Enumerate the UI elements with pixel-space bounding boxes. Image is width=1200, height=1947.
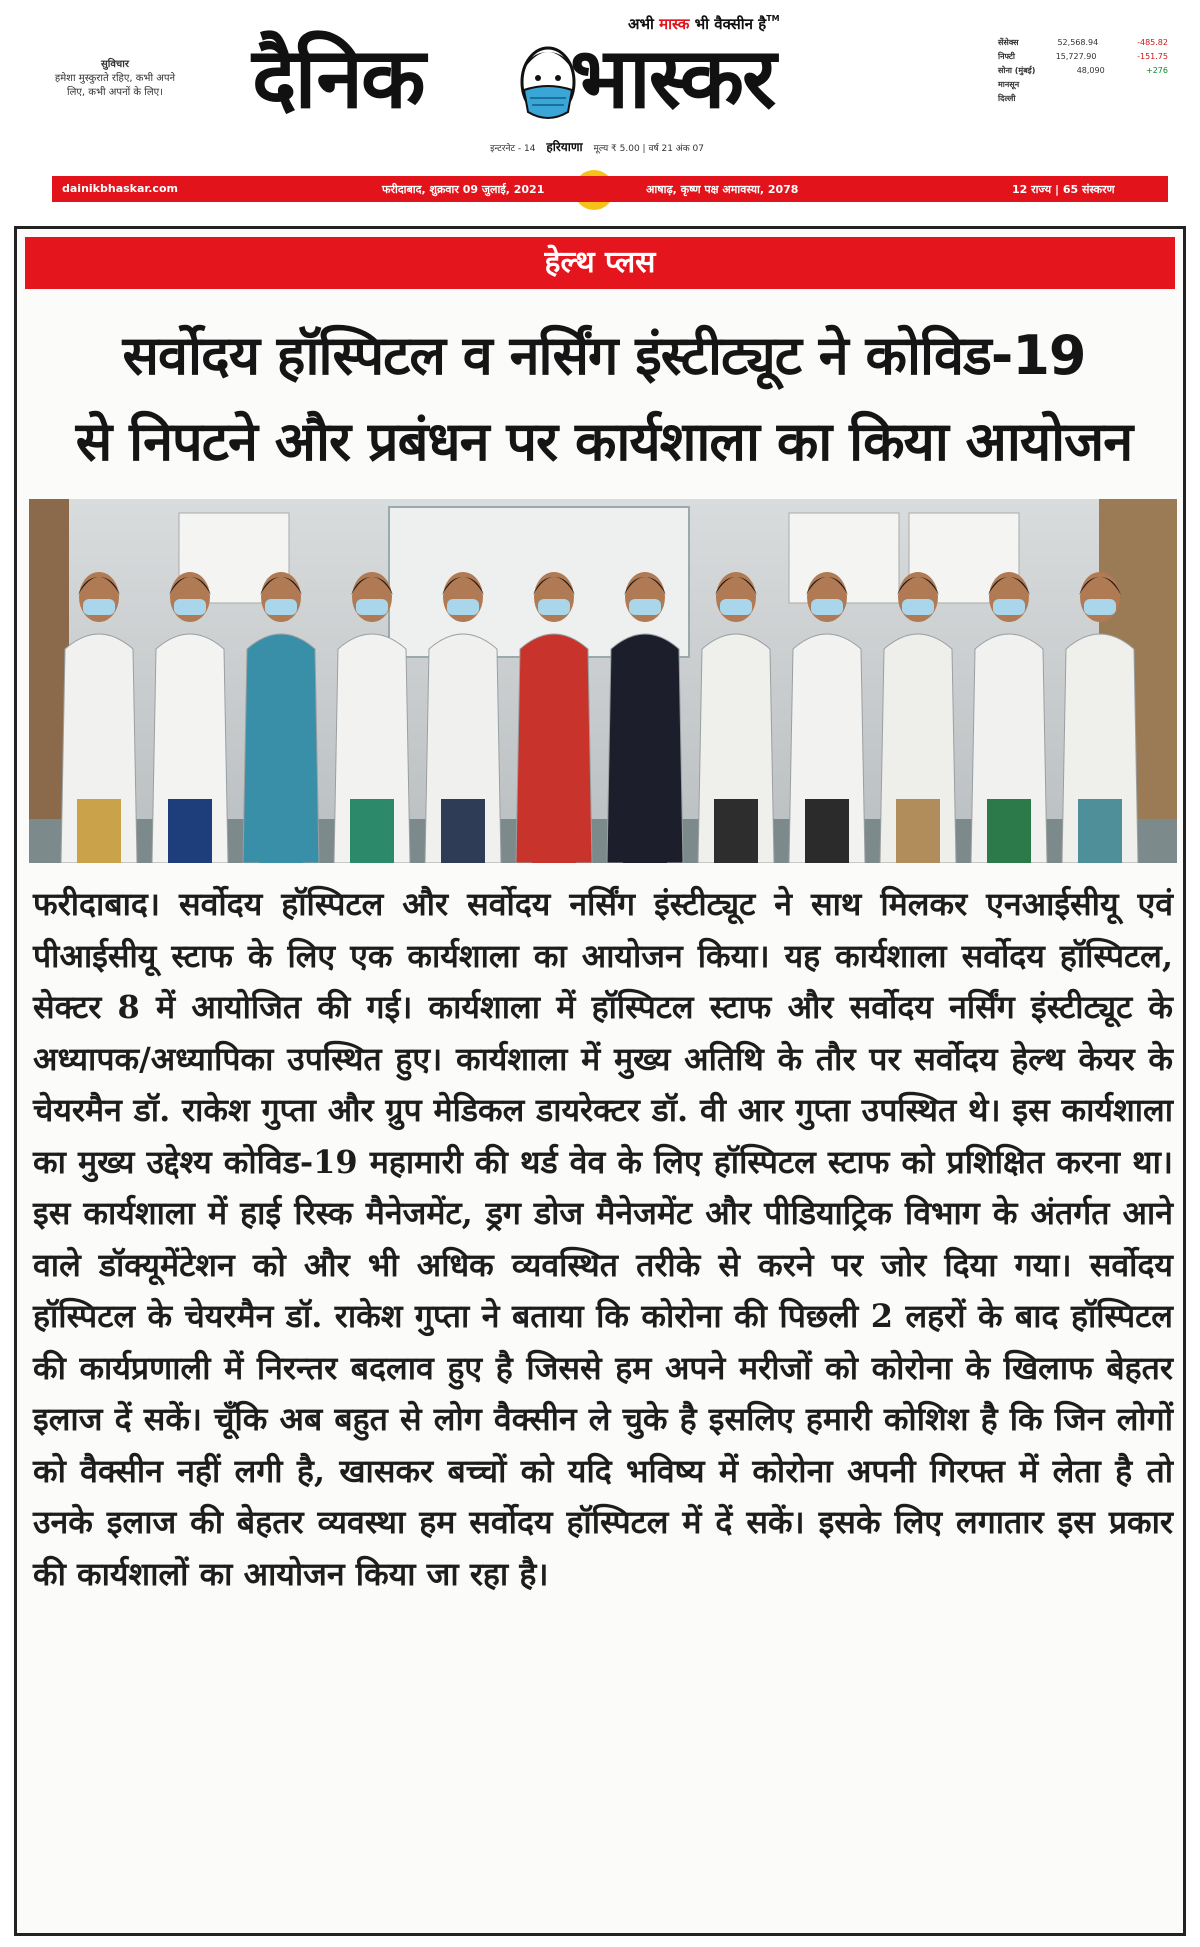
market-value: 52,568.94 (1057, 38, 1099, 47)
logo-word-dainik: दैनिक (252, 28, 424, 127)
section-title: हेल्थ प्लस (544, 245, 656, 280)
headline-line-1: सर्वोदय हॉस्पिटल व नर्सिंग इंस्टीट्यूट ने कोविड-19 (122, 324, 1086, 387)
market-ticker (998, 36, 1168, 106)
market-value: 15,727.90 (1055, 52, 1097, 61)
article-headline (39, 313, 1169, 485)
logo-word-bhaskar: भास्कर (570, 28, 775, 127)
newspaper-logo (252, 8, 942, 136)
edition-state: हरियाणा (546, 140, 583, 154)
market-name: सोना (मुंबई) (998, 66, 1036, 75)
market-change: -151.75 (1137, 52, 1168, 61)
website-link[interactable]: dainikbhaskar.com (62, 182, 178, 195)
article-photo (29, 499, 1177, 863)
masthead-red-band (52, 176, 1168, 202)
market-name: मानसून (998, 80, 1020, 89)
market-change: -485.82 (1137, 38, 1168, 47)
market-row (998, 50, 1168, 64)
article-clipping (14, 226, 1186, 1936)
newspaper-masthead (0, 0, 1200, 196)
group-photo-illustration (29, 499, 1177, 863)
tagline-post: भी वैक्सीन है (694, 15, 767, 33)
article-body: फरीदाबाद। सर्वोदय हॉस्पिटल और सर्वोदय नर्सिंग इंस्टीट्यूट ने साथ मिलकर एनआईसीयू एवं पीआईसीयू स्टाफ के लिए एक कार्यशाला का आयोजन किया। यह कार्यशाला सर्वोदय हॉस्पिटल, सेक्टर 8 में आयोजित की गई। कार्यशाला में हॉस्पिटल स्टाफ और सर्वोदय नर्सिंग इंस्टीट्यूट के अध्यापक/अध्यापिका उपस्थित हुए। कार्यशाला में मुख्य अतिथि के तौर पर सर्वोदय हेल्थ केयर के चेयरमैन डॉ. राकेश गुप्ता और ग्रुप मेडिकल डायरेक्टर डॉ. वी आर गुप्ता उपस्थित थे। इस कार्यशाला का मुख्य उद्देश्य कोविड-19 महामारी की थर्ड वेव के लिए हॉस्पिटल स्टाफ को प्रशिक्षित करना था। इस कार्यशाला में हाई रिस्क मैनेजमेंट, ड्रग डोज मैनेजमेंट और पीडियाट्रिक विभाग के अंतर्गत आने वाले डॉक्यूमेंटेशन को और भी अधिक व्यवस्थित तरीके से करने पर जोर दिया गया। सर्वोदय हॉस्पिटल के चेयरमैन डॉ. राकेश गुप्ता ने बताया कि कोरोना की पिछली 2 लहरों के बाद हॉस्पिटल की कार्यप्रणाली में निरन्तर बदलाव हुए है जिससे हम अपने मरीजों को कोरोना के खिलाफ बेहतर इलाज दें सकें। चूँकि अब बहुत से लोग वैक्सीन ले चुके है इसलिए हमारी कोशिश है कि जिन लोगों को वैक्सीन नहीं लगी है, खासकर बच्चों को यदि भविष्य में कोरोना अपनी गिरफ्त में लेता है तो उनके इलाज की बेहतर व्यवस्था हम सर्वोदय हॉस्पिटल में दें सकें। इसके लिए लगातार इस प्रकार की कार्यशालों का आयोजन किया जा रहा है। (33, 885, 1173, 1593)
dateline: फरीदाबाद, शुक्रवार 09 जुलाई, 2021 (382, 183, 545, 196)
market-row (998, 36, 1168, 50)
tagline-trademark: TM (766, 14, 780, 23)
editions-count: 12 राज्य | 65 संस्करण (1012, 183, 1115, 196)
market-row (998, 64, 1168, 78)
masthead-subline (252, 138, 942, 155)
market-name: दिल्ली (998, 94, 1016, 103)
section-header (25, 237, 1175, 289)
subline-right: मूल्य ₹ 5.00 | वर्ष 21 अंक 07 (593, 144, 704, 154)
suvichar-title: सुविचार (101, 59, 129, 70)
market-name: सेंसेक्स (998, 38, 1019, 47)
tagline-pre: अभी (628, 15, 654, 33)
market-value: 48,090 (1076, 66, 1105, 75)
tagline-mask-word: मास्क (659, 15, 690, 33)
suvichar-box (52, 58, 178, 100)
market-name: निफ्टी (998, 52, 1015, 61)
market-change: +276 (1146, 66, 1168, 75)
subline-left: इन्टरनेट - 14 (490, 144, 536, 154)
suvichar-text: हमेशा मुस्कुराते रहिए, कभी अपने लिए, कभी अपनों के लिए। (54, 73, 176, 98)
headline-line-2: से निपटने और प्रबंधन पर कार्यशाला का किया आयोजन (75, 410, 1133, 473)
market-row (998, 78, 1168, 92)
market-row (998, 92, 1168, 106)
panchang: आषाढ़, कृष्ण पक्ष अमावस्या, 2078 (646, 183, 799, 196)
